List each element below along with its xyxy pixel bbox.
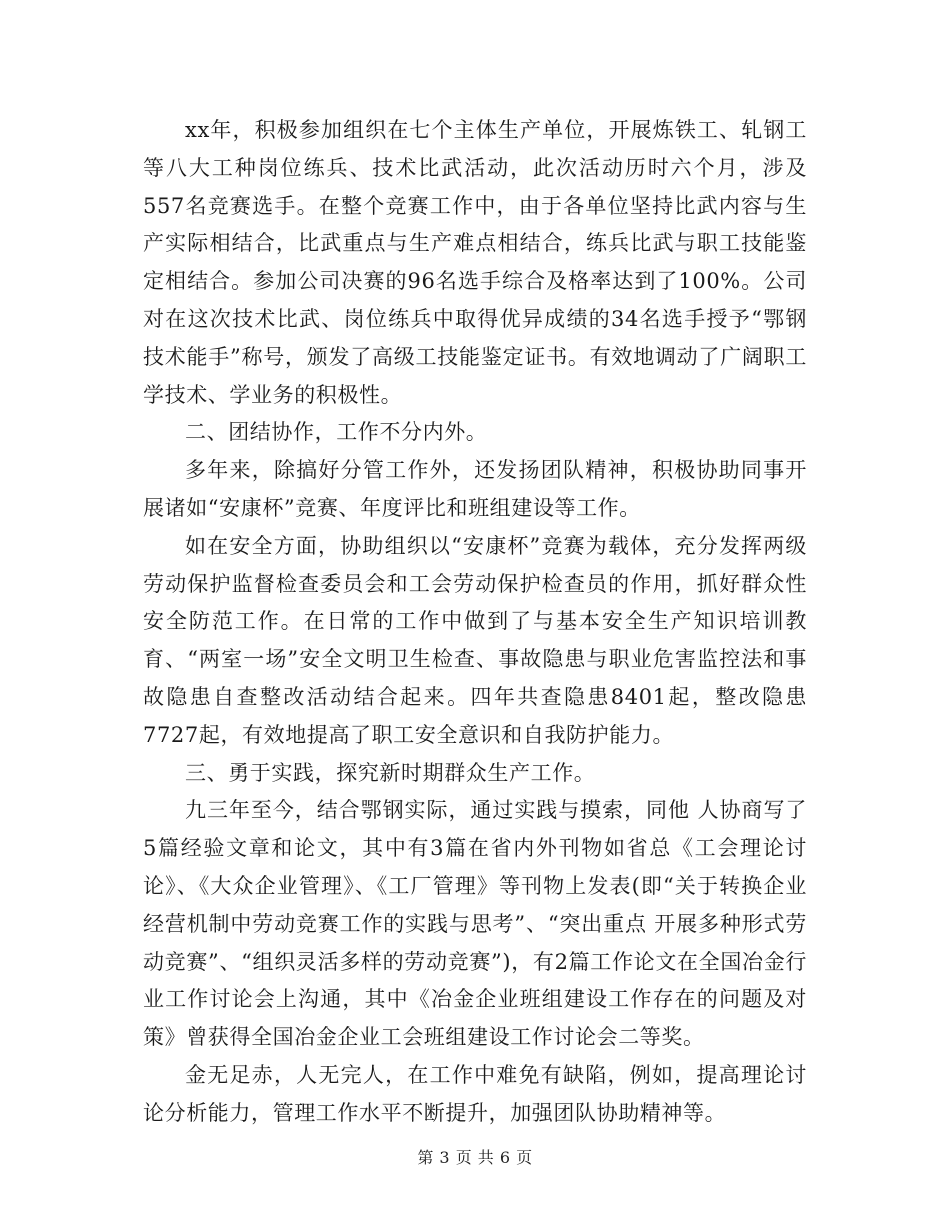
paragraph: 如在安全方面，协助组织以“安康杯”竞赛为载体，充分发挥两级劳动保护监督检查委员会和工会劳动保护检查员的作用，抓好群众性安全防范工作。在日常的工作中做到了与基本安全生产知识培训教育、“两室一场”安全文明卫生检查、事故隐患与职业危害监控法和事故隐患自查整改活动结合起来。四年共查隐患8401起，整改隐患7727起，有效地提高了职工安全意识和自我防护能力。 bbox=[143, 533, 807, 747]
document-body bbox=[143, 112, 807, 1133]
section-heading: 二、团结协作，工作不分内外。 bbox=[185, 420, 488, 445]
paragraph: 多年来，除搞好分管工作外，还发扬团队精神，积极协助同事开展诸如“安康杯”竞赛、年度评比和班组建设等工作。 bbox=[143, 458, 807, 520]
page-number-footer: 第 3 页 共 6 页 bbox=[417, 1148, 533, 1167]
paragraph: xx年，积极参加组织在七个主体生产单位，开展炼铁工、轧钢工等八大工种岗位练兵、技术比武活动，此次活动历时六个月，涉及557名竞赛选手。在整个竞赛工作中，由于各单位坚持比武内容与生产实际相结合，比武重点与生产难点相结合，练兵比武与职工技能鉴定相结合。参加公司决赛的96名选手综合及格率达到了100%。公司对在这次技术比武、岗位练兵中取得优异成绩的34名选手授予“鄂钢技术能手”称号，颁发了高级工技能鉴定证书。有效地调动了广阔职工学技术、学业务的积极性。 bbox=[143, 118, 807, 407]
paragraph: 金无足赤，人无完人，在工作中难免有缺陷，例如，提高理论讨论分析能力，管理工作水平不断提升，加强团队协助精神等。 bbox=[143, 1062, 807, 1125]
paragraph: 九三年至今，结合鄂钢实际，通过实践与摸索，同他 人协商写了5篇经验文章和论文，其中有3篇在省内外刊物如省总《工会理论讨论》、《大众企业管理》、《工厂管理》等刊物上发表(即“关于转换企业经营机制中劳动竞赛工作的实践与思考”、“突出重点 开展多种形式劳动竞赛”、“组织灵活多样的劳动竞赛”)，有2篇工作论文在全国冶金行业工作讨论会上沟通，其中《冶金企业班组建设工作存在的问题及对策》曾获得全国冶金企业工会班组建设工作讨论会二等奖。 bbox=[143, 798, 807, 1050]
section-heading: 三、勇于实践，探究新时期群众生产工作。 bbox=[185, 760, 596, 785]
